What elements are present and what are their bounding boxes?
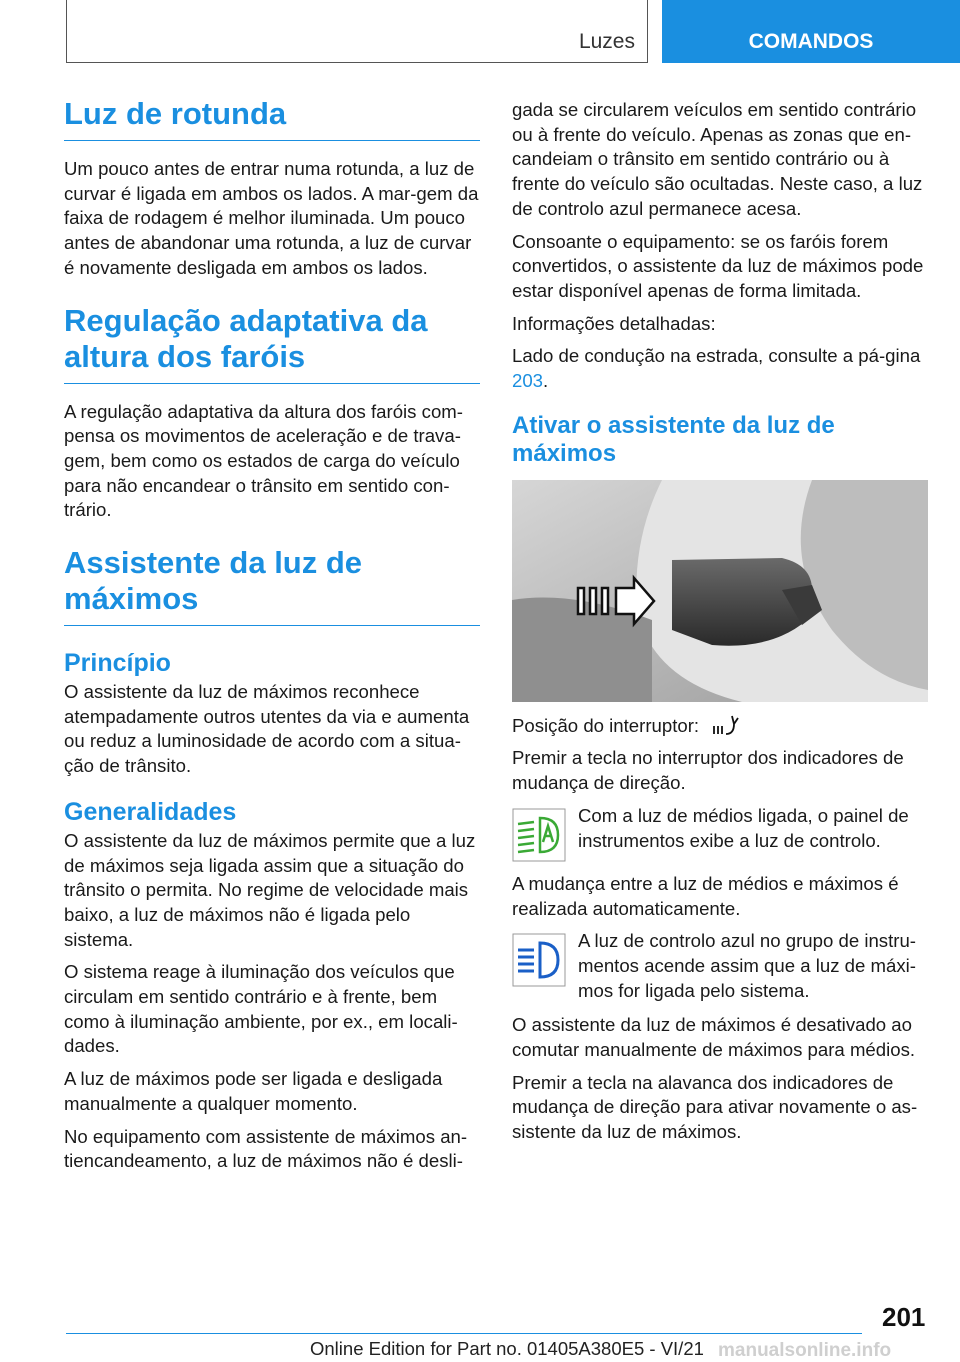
header-chapter-tab <box>662 0 960 63</box>
paragraph-generalidades-4: No equipamento com assistente de máximos an-tiencandeamento, a luz de máximos não é desli- <box>64 1125 468 1172</box>
paragraph-rotunda: Um pouco antes de entrar numa rotunda, a luz de curvar é ligada em ambos os lados. A mar-gem da faixa de rodagem é melhor iluminada. Um pouco antes de abandonar uma rotunda, a luz de curvar é novamente desligada em ambos os lados. <box>64 158 479 278</box>
paragraph-generalidades-1: O assistente da luz de máximos permite que a luz de máximos seja ligada assim que a situação do trânsito o permita. No regime de velocidade mais baixo, a luz de máximos não é ligada pelo sistema. <box>64 829 476 950</box>
low-beam-indicator-row <box>512 804 928 862</box>
header-section-title: Luzes <box>578 30 635 53</box>
footer-edition: Online Edition for Part no. 01405A380E5 - VI/21 <box>310 1338 704 1359</box>
paragraph-info: Informações detalhadas: <box>512 312 716 334</box>
paragraph-mudanca: A mudança entre a luz de médios e máximos é realizada automaticamente. <box>512 872 899 919</box>
footer-divider <box>66 1333 862 1334</box>
paragraph-azul: A luz de controlo azul no grupo de instru-mentos acende assim que a luz de máxi-mos for ligada pelo sistema. <box>578 930 916 1001</box>
paragraph-continuation: gada se circularem veículos em sentido contrário ou à frente do veículo. Apenas as zonas que en-candeiam o trânsito em sentido contrário ou à frente do veículo são ocultadas. Neste caso, a luz de controlo azul permanece acesa. <box>512 99 923 219</box>
heading-generalidades: Generalidades <box>64 797 237 826</box>
paragraph-medios: Com a luz de médios ligada, o painel de instrumentos exibe a luz de controlo. <box>578 804 909 851</box>
heading-assistente: Assistente da luz de máximos <box>64 545 480 626</box>
page-link[interactable]: 203 <box>512 370 544 392</box>
high-beam-indicator-icon <box>512 933 566 987</box>
paragraph-principio: O assistente da luz de máximos reconhece atempadamente outros utentes da via e aumenta ou reduz a luminosidade de acordo com a situa-ção de trânsito. <box>64 681 470 777</box>
paragraph-premir-2: Premir a tecla na alavanca dos indicadores de mudança de direção para ativar novamente o as-sistente da luz de máximos. <box>512 1071 918 1143</box>
stalk-switch-photo <box>512 480 928 702</box>
paragraph-posicao: Posição do interruptor: <box>512 712 928 739</box>
heading-luz-de-rotunda: Luz de rotunda <box>64 96 480 141</box>
paragraph-generalidades-2: O sistema reage à iluminação dos veículos que circulam em sentido contrário e à frente, bem como à iluminação ambiente, por ex., em locali-dades. <box>64 961 458 1057</box>
header-box <box>66 0 648 63</box>
paragraph-generalidades-3: A luz de máximos pode ser ligada e desligada manualmente a qualquer momento. <box>64 1068 443 1114</box>
paragraph-regulacao: A regulação adaptativa da altura dos faróis com-pensa os movimentos de aceleração e de trava-gem, bem como os estados de carga do veículo para não encandear o trânsito em sentido con-trário. <box>64 400 463 521</box>
heading-regulacao: Regulação adaptativa da altura dos faróis <box>64 303 480 384</box>
heading-ativar: Ativar o assistente da luz de máximos <box>512 411 835 467</box>
auto-beam-indicator-icon <box>512 808 566 862</box>
header-chapter-label: COMANDOS <box>748 30 874 53</box>
paragraph-lado-conducao: Lado de condução na estrada, consulte a pá-gina 203. <box>512 345 921 392</box>
high-beam-indicator-row <box>512 929 928 1003</box>
paragraph-desativado: O assistente da luz de máximos é desativado ao comutar manualmente de máximos para médios. <box>512 1014 916 1061</box>
paragraph-consoante: Consoante o equipamento: se os faróis forem convertidos, o assistente da luz de máximos pode estar disponível apenas de forma limitada. <box>512 230 924 301</box>
watermark: manualsonline.info <box>718 1340 892 1361</box>
heading-principio: Princípio <box>64 649 171 678</box>
left-column <box>64 96 480 1182</box>
page-number: 201 <box>882 1302 926 1332</box>
stalk-switch-icon <box>710 712 744 736</box>
right-column <box>512 98 928 1153</box>
paragraph-premir: Premir a tecla no interruptor dos indicadores de mudança de direção. <box>512 747 904 794</box>
